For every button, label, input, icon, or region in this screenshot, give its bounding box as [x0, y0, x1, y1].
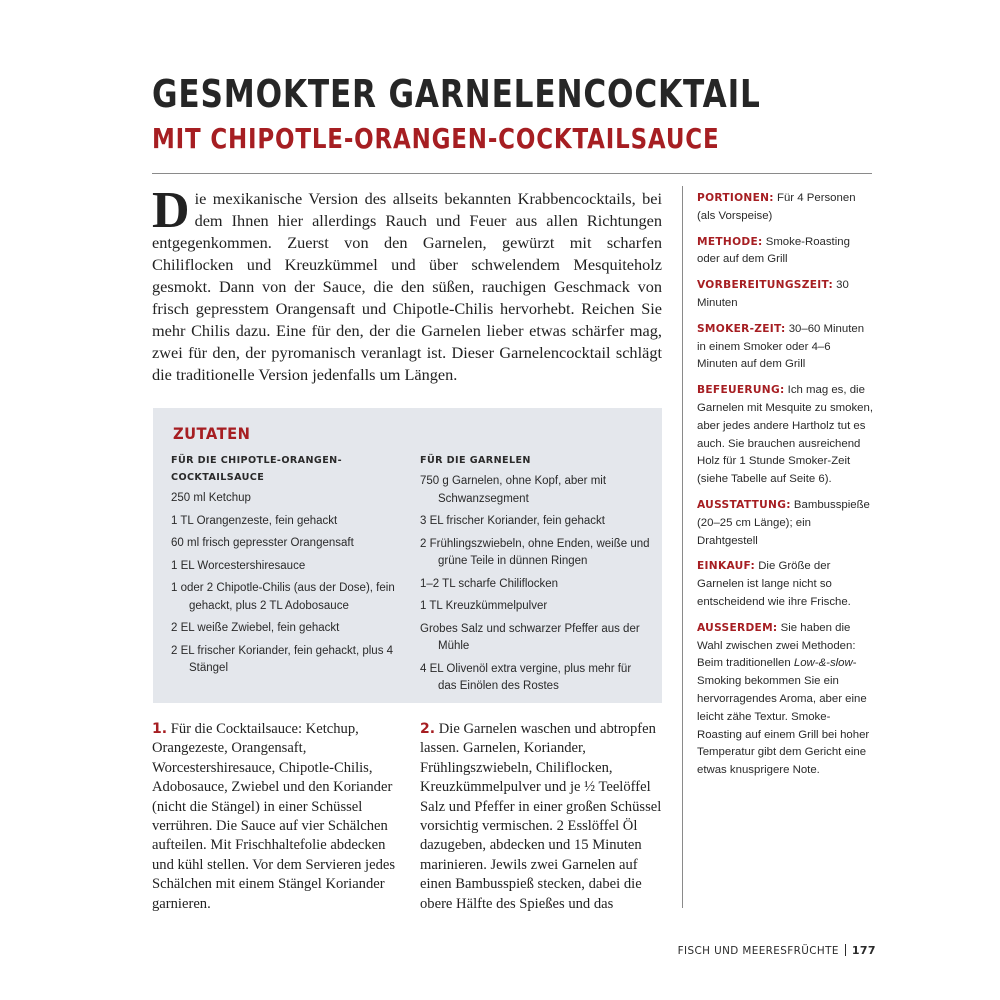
info-text: Ich mag es, die Garnelen mit Mesquite zu smoken, aber jedes andere Hartholz tut es auch. Sie brauchen ausreichend Holz für 1 Stunde Smoker-Zeit (siehe Tabelle auf Seite 6).: [697, 384, 873, 486]
recipe-subtitle: MIT CHIPOTLE-ORANGEN-COCKTAILSAUCE: [152, 122, 720, 155]
page-footer: [640, 944, 876, 957]
ingredient-item: 2 Frühlingszwiebeln, ohne Enden, weiße und grüne Teile in dünnen Ringen: [420, 537, 650, 567]
sauce-heading: FÜR DIE CHIPOTLE-ORANGEN-COCKTAILSAUCE: [171, 455, 342, 483]
info-text: Sie haben die Wahl zwischen zwei Methoden: Beim traditionellen: [697, 621, 856, 670]
info-text: -Smoking bekommen Sie ein hervorragendes Aroma, aber eine leicht zähe Textur. Smoke-Roasting auf einem Grill bei hoher Temperatur gibt dem Gericht eine etwas knusprigere Note.: [697, 657, 870, 777]
info-portions: [697, 190, 873, 226]
section-name: FISCH UND MEERESFRÜCHTE: [677, 945, 839, 957]
info-text: Für 4 Personen (als Vorspeise): [697, 192, 856, 222]
info-label: AUSSTATTUNG:: [697, 498, 791, 511]
info-text: 30 Minuten: [697, 279, 849, 309]
recipe-info-sidebar: [697, 190, 873, 788]
ingredients-box: [153, 408, 662, 703]
info-label: BEFEUERUNG:: [697, 384, 785, 397]
ingredient-item: 1 TL Orangenzeste, fein gehackt: [171, 514, 338, 527]
ingredient-item: 1 EL Worcestershiresauce: [171, 559, 306, 572]
info-text: Bambusspieße (20–25 cm Länge); ein Drahtgestell: [697, 498, 870, 547]
shrimp-ingredients-column: [420, 452, 650, 701]
info-shopping: [697, 558, 873, 611]
step-2: [420, 720, 665, 914]
sidebar-divider: [682, 186, 683, 908]
ingredient-item: 3 EL frischer Koriander, fein gehackt: [420, 515, 605, 527]
drop-cap: D: [152, 182, 190, 239]
ingredient-item: 1 oder 2 Chipotle-Chilis (aus der Dose), fein gehackt, plus 2 TL Adobosauce: [171, 582, 395, 612]
info-smoker-time: [697, 321, 873, 374]
ingredient-item: 1 TL Kreuzkümmelpulver: [420, 600, 548, 612]
info-label: VORBEREITUNGSZEIT:: [697, 279, 833, 292]
info-label: AUSSERDEM:: [697, 621, 778, 634]
info-text: Die Größe der Garnelen ist lange nicht so entscheidend wie ihre Frische.: [697, 560, 851, 608]
ingredient-item: 2 EL weiße Zwiebel, fein gehackt: [171, 622, 340, 634]
ingredient-item: 4 EL Olivenöl extra vergine, plus mehr für das Einölen des Rostes: [420, 662, 632, 692]
step-text: Für die Cocktailsauce: Ketchup, Orangezeste, Orangensaft, Worcestershiresauce, Chipotle-Chilis, Adobosauce, Zwiebel und den Koriander (nicht die Stängel) in einer Schüssel verrühren. Die Sauce auf vier Schälchen aufteilen. Mit Frischhaltefolie abdecken und kühl stellen. Vor dem Servieren jedes Schälchen mit einem Stängel Koriander garnieren.: [152, 721, 396, 912]
step-number: 1.: [152, 721, 168, 737]
ingredient-item: 2 EL frischer Koriander, fein gehackt, plus 4 Stängel: [171, 644, 394, 674]
shrimp-heading: FÜR DIE GARNELEN: [420, 455, 531, 466]
ingredient-item: 250 ml Ketchup: [171, 492, 251, 504]
ingredient-item: Grobes Salz und schwarzer Pfeffer aus der Mühle: [420, 622, 640, 652]
intro-text: ie mexikanische Version des allseits bekannten Krabbencocktails, bei dem Ihnen hier allerdings Rauch und Feuer aus allen Richtungen entgegenkommen. Zuerst von den Garnelen, gewürzt mit scharfen Chiliflocken und Kreuzkümmel und über schwelendem Mesquiteholz gesmokt. Dann von der Sauce, die den süßen, rauchigen Geschmack von frisch gepresstem Orangensaft und Chipotle-Chilis hervorhebt. Reichen Sie mehr Chilis dazu. Eine für den, der die Garnelen lieber etwas schärfer mag, zwei für den, der pyromanisch veranlagt ist. Dieser Garnelencocktail schlägt die traditionelle Version jedenfalls um Längen.: [152, 189, 662, 384]
info-prep-time: [697, 277, 873, 313]
info-additionally: [697, 620, 873, 780]
step-1: [152, 720, 402, 914]
info-equipment: [697, 497, 873, 550]
step-text: Die Garnelen waschen und abtropfen lassen. Garnelen, Koriander, Frühlingszwiebeln, Chiliflocken, Kreuzkümmelpulver und je ½ Teelöffel Salz und Pfeffer in einer großen Schüssel vorsichtig vermischen. 2 Esslöffel Öl dazugeben, abdecken und 15 Minuten marinieren. Jewils zwei Garnelen auf einen Bambusspieß stecken, dabei die obere Hälfte des Spießes und das: [420, 721, 662, 912]
info-label: EINKAUF:: [697, 560, 756, 573]
info-label: METHODE:: [697, 235, 763, 248]
footer-separator: [845, 944, 846, 956]
ingredient-item: 750 g Garnelen, ohne Kopf, aber mit Schwanzsegment: [420, 475, 607, 505]
info-fuel: [697, 382, 873, 489]
info-text: 30–60 Minuten in einem Smoker oder 4–6 Minuten auf dem Grill: [697, 322, 865, 371]
intro-paragraph: [152, 182, 662, 386]
info-text: Smoke-Roasting oder auf dem Grill: [697, 235, 850, 266]
info-label: SMOKER-ZEIT:: [697, 322, 786, 335]
step-number: 2.: [420, 721, 436, 737]
ingredient-item: 60 ml frisch gepresster Orangensaft: [171, 537, 354, 549]
page-number: 177: [851, 944, 876, 957]
ingredient-item: 1–2 TL scharfe Chiliflocken: [420, 577, 559, 590]
header-divider: [152, 173, 872, 174]
info-method: [697, 234, 873, 270]
sauce-ingredients-column: [171, 452, 396, 683]
info-label: PORTIONEN:: [697, 192, 774, 204]
info-text-italic: Low-&-slow: [793, 657, 853, 670]
recipe-title: GESMOKTER GARNELENCOCKTAIL: [152, 72, 761, 116]
ingredients-title: ZUTATEN: [173, 424, 251, 443]
